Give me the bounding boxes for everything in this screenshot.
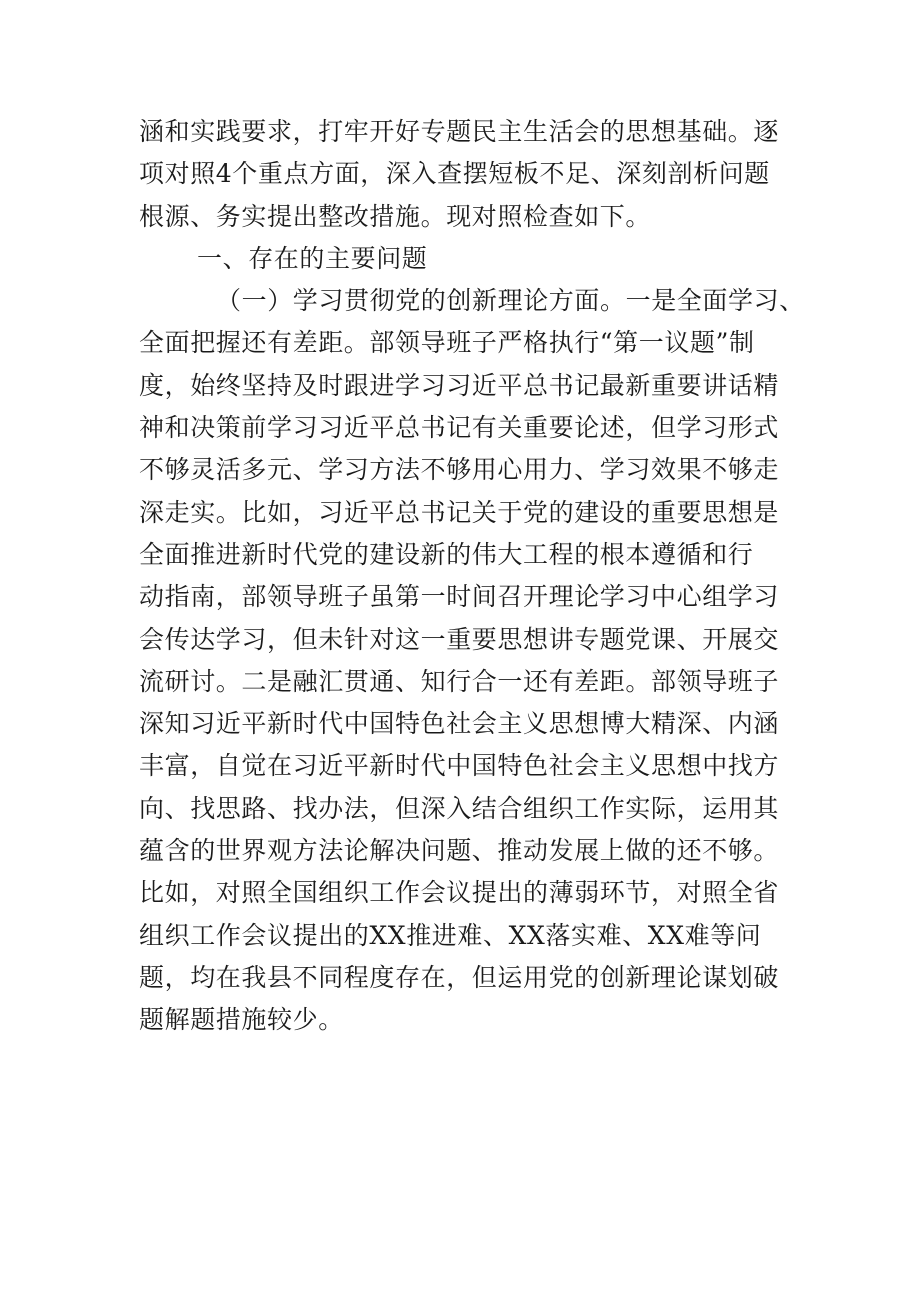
- body-line: 神和决策前学习习近平总书记有关重要论述，但学习形式: [139, 413, 780, 443]
- body-line: 蕴含的世界观方法论解决问题、推动发展上做的还不够。: [139, 836, 780, 866]
- body-line: 涵和实践要求，打牢开好专题民主生活会的思想基础。逐: [139, 117, 780, 146]
- body-line: 丰富，自觉在习近平新时代中国特色社会主义思想中找方: [139, 751, 780, 781]
- body-line: 度，始终坚持及时跟进学习习近平总书记最新重要讲话精: [139, 370, 780, 400]
- section-heading: 一、存在的主要问题: [197, 243, 428, 273]
- body-line: 流研讨。二是融汇贯通、知行合一还有差距。部领导班子: [139, 666, 780, 696]
- subsection-heading-line: （一）学习贯彻党的创新理论方面。一是全面学习、: [216, 286, 805, 316]
- body-line: 题解题措施较少。: [139, 1005, 344, 1035]
- body-line: 会传达学习，但未针对这一重要思想讲专题党课、开展交: [139, 624, 780, 654]
- body-line: 组织工作会议提出的XX推进难、XX落实难、XX难等问: [139, 920, 762, 950]
- body-line: 项对照4个重点方面，深入查摆短板不足、深刻剖析问题: [139, 159, 770, 189]
- body-line: 向、找思路、找办法，但深入结合组织工作实际，运用其: [139, 793, 780, 823]
- body-line: 全面把握还有差距。部领导班子严格执行“第一议题”制: [139, 328, 755, 358]
- document-body: [139, 111, 811, 1042]
- body-line: 深知习近平新时代中国特色社会主义思想博大精深、内涵: [139, 709, 780, 739]
- body-line: 比如，对照全国组织工作会议提出的薄弱环节，对照全省: [139, 878, 780, 908]
- body-line: 不够灵活多元、学习方法不够用心用力、学习效果不够走: [139, 455, 780, 485]
- body-line: 根源、务实提出整改措施。现对照检查如下。: [139, 201, 652, 231]
- body-line: 题，均在我县不同程度存在，但运用党的创新理论谋划破: [139, 962, 780, 992]
- body-line: 全面推进新时代党的建设新的伟大工程的根本遵循和行: [139, 539, 754, 569]
- body-line: 深走实。比如，习近平总书记关于党的建设的重要思想是: [139, 497, 780, 527]
- body-line: 动指南，部领导班子虽第一时间召开理论学习中心组学习: [139, 582, 780, 612]
